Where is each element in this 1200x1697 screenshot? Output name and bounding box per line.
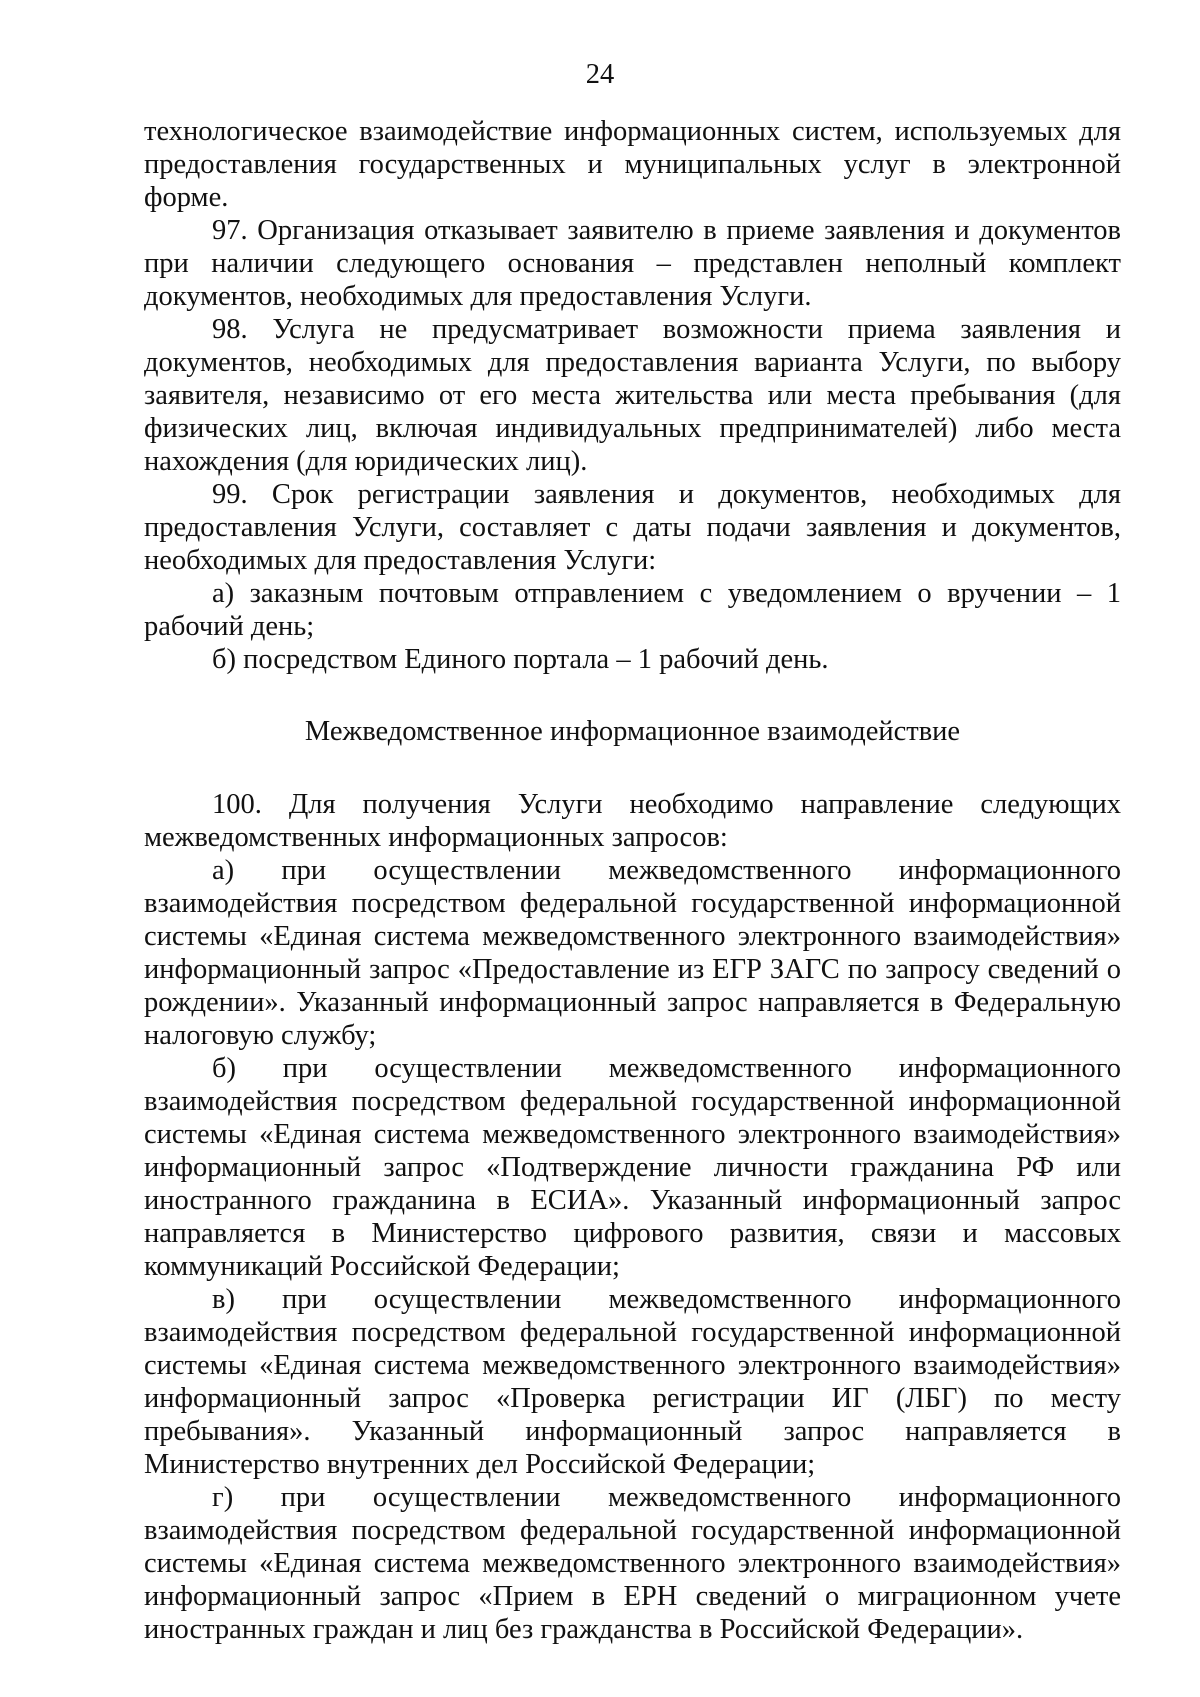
paragraph-100: 100. Для получения Услуги необходимо направление следующих межведомственных информационных запросов:: [144, 789, 1121, 853]
document-body: [144, 115, 1121, 1646]
paragraph-99-a: а) заказным почтовым отправлением с уведомлением о вручении – 1 рабочий день;: [144, 578, 1121, 642]
paragraph-99-b: б) посредством Единого портала – 1 рабочий день.: [212, 644, 829, 675]
paragraph-100-b: б) при осуществлении межведомственного информационного взаимодействия посредством федеральной государственной информационной системы «Единая система межведомственного электронного взаимодействия» информационный запрос «Подтверждение личности гражданина РФ или иностранного гражданина в ЕСИА». Указанный информационный запрос направляется в Министерство цифрового развития, связи и массовых коммуникаций Российской Федерации;: [144, 1053, 1121, 1282]
section-heading: Межведомственное информационное взаимодействие: [304, 716, 961, 747]
paragraph-continuation: технологическое взаимодействие информационных систем, используемых для предоставления государственных и муниципальных услуг в электронной форме.: [144, 116, 1121, 213]
paragraph-100-g: г) при осуществлении межведомственного информационного взаимодействия посредством федеральной государственной информационной системы «Единая система межведомственного электронного взаимодействия» информационный запрос «Прием в ЕРН сведений о миграционном учете иностранных граждан и лиц без гражданства в Российской Федерации».: [144, 1482, 1121, 1645]
paragraph-100-v: в) при осуществлении межведомственного информационного взаимодействия посредством федеральной государственной информационной системы «Единая система межведомственного электронного взаимодействия» информационный запрос «Проверка регистрации ИГ (ЛБГ) по месту пребывания». Указанный информационный запрос направляется в Министерство внутренних дел Российской Федерации;: [144, 1284, 1121, 1480]
paragraph-98: 98. Услуга не предусматривает возможности приема заявления и документов, необходимых для предоставления варианта Услуги, по выбору заявителя, независимо от его места жительства или места пребывания (для физических лиц, включая индивидуальных предпринимателей) либо места нахождения (для юридических лиц).: [144, 314, 1121, 477]
paragraph-97: 97. Организация отказывает заявителю в приеме заявления и документов при наличии следующего основания – представлен неполный комплект документов, необходимых для предоставления Услуги.: [144, 215, 1121, 312]
paragraph-100-a: а) при осуществлении межведомственного информационного взаимодействия посредством федеральной государственной информационной системы «Единая система межведомственного электронного взаимодействия» информационный запрос «Предоставление из ЕГР ЗАГС по запросу сведений о рождении». Указанный информационный запрос направляется в Федеральную налоговую службу;: [144, 855, 1121, 1051]
page-number: 24: [585, 59, 615, 90]
paragraph-99: 99. Срок регистрации заявления и документов, необходимых для предоставления Услуги, составляет с даты подачи заявления и документов, необходимых для предоставления Услуги:: [144, 479, 1121, 576]
